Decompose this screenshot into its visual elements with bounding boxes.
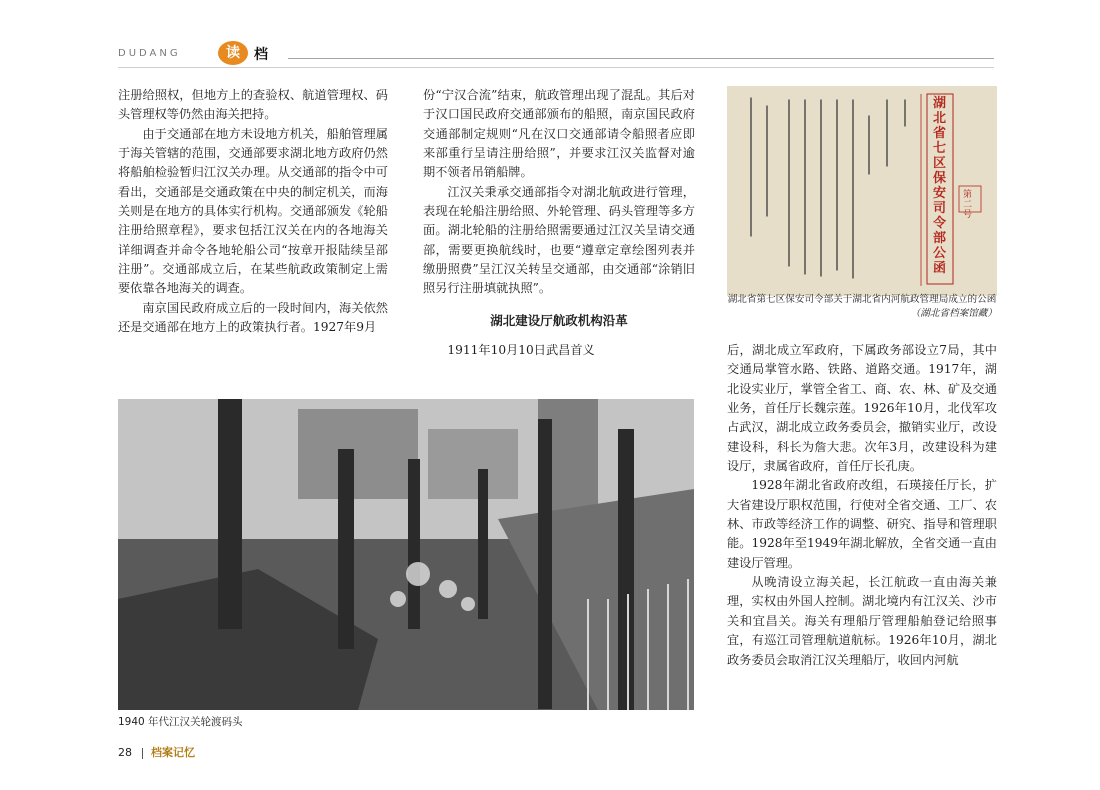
paragraph: 江汉关秉承交通部指令对湖北航政进行管理，表现在轮船注册给照、外轮管理、码头管理等多方面。湖北轮船的注册给照需要通过江汉关呈请交通部，需要更换航线时，也要“遵章定章绘图列表并缴册照费”呈江汉关转呈交通部，由交通部“涂销旧照另行注册填就执照”。 <box>423 184 695 296</box>
ferry-pier-photo <box>118 399 694 710</box>
text-column-3 <box>727 341 997 670</box>
ferry-pier-photo-drawing <box>118 399 694 710</box>
paragraph: 份“宁汉合流”结束，航政管理出现了混乱。其后对于汉口国民政府交通部颁布的船照，南京国民政府交通部制定规则“凡在汉口交通部请令船照者应即来部重行呈请注册给照”，并要求江汉关监督对逾期不领者吊销船牌。 <box>423 88 695 180</box>
text-column-1 <box>118 86 388 337</box>
footer-divider <box>142 748 143 759</box>
page-footer <box>118 744 418 760</box>
text-column-2 <box>423 86 695 360</box>
paragraph: 南京国民政府成立后的一段时间内，海关依然还是交通部在地方上的政策执行者。1927年9月 <box>118 300 388 335</box>
page-number: 28 <box>118 746 132 759</box>
photo-caption: 1940 年代江汉关轮渡码头 <box>118 716 243 728</box>
document-source: （湖北省档案馆藏） <box>910 308 997 319</box>
paragraph: 从晚清设立海关起，长江航政一直由海关兼理，实权由外国人控制。湖北境内有江汉关、沙市关和宜昌关。海关有理船厅管理船舶登记给照事宜，有巡江司管理航道航标。1926年10月，湖北政务委员会取消江汉关理船厅，收回内河航 <box>727 575 997 667</box>
archive-document-image <box>727 86 997 296</box>
paragraph: 1911年10月10日武昌首义 <box>447 343 595 358</box>
document-red-title: 湖北省七区保安司令部公函 <box>933 96 947 276</box>
paragraph: 1928年湖北省政府改组，石瑛接任厅长，扩大省建设厅职权范围，行使对全省交通、工厂、农林、市政等经济工作的调整、研究、指导和管理职能。1928年至1949年湖北解放，全省交通一直由建设厅管理。 <box>727 478 997 570</box>
section-logo-icon: 读 <box>218 41 248 65</box>
archive-document-drawing <box>727 86 997 296</box>
document-caption-text: 湖北省第七区保安司令部关于湖北省内河航政管理局成立的公函 <box>727 294 997 305</box>
document-stamp: 第二号 <box>963 190 973 220</box>
paragraph: 注册给照权，但地方上的查验权、航道管理权、码头管理权等仍然由海关把持。 <box>118 88 388 122</box>
paragraph: 由于交通部在地方未设地方机关，船舶管理属于海关管辖的范围，交通部要求湖北地方政府仍然将船舶检验暂归江汉关办理。从交通部的指令中可看出，交通部是交通政策在中央的制定机关，而海关则是在地方的具体实行机构。交通部颁发《轮船注册给照章程》，要求包括江汉关在内的各地海关详细调查并命令各地轮船公司“按章开报陆续呈部注册”。交通部成立后，在某些航政政策制定上需要依靠各地海关的调查。 <box>118 126 388 296</box>
section-latin-label: DUDANG <box>118 48 181 59</box>
section-heading: 湖北建设厅航政机构沿革 <box>490 312 628 328</box>
magazine-name: 档案记忆 <box>151 746 195 759</box>
page-header <box>118 40 994 70</box>
section-word-label: 档 <box>254 47 268 63</box>
header-underline <box>118 67 994 68</box>
header-divider <box>288 58 994 59</box>
document-caption <box>727 293 997 321</box>
paragraph: 后，湖北成立军政府，下属政务部设立7局，其中交通局掌管水路、铁路、道路交通。1917年，湖北设实业厅，掌管全省工、商、农、林、矿及交通业务，首任厅长魏宗莲。1926年10月，北伐军攻占武汉，湖北成立政务委员会，撤销实业厅，改设建设科，科长为詹大悲。次年3月，改建设科为建设厅，隶属省政府，首任厅长孔庚。 <box>727 343 997 474</box>
